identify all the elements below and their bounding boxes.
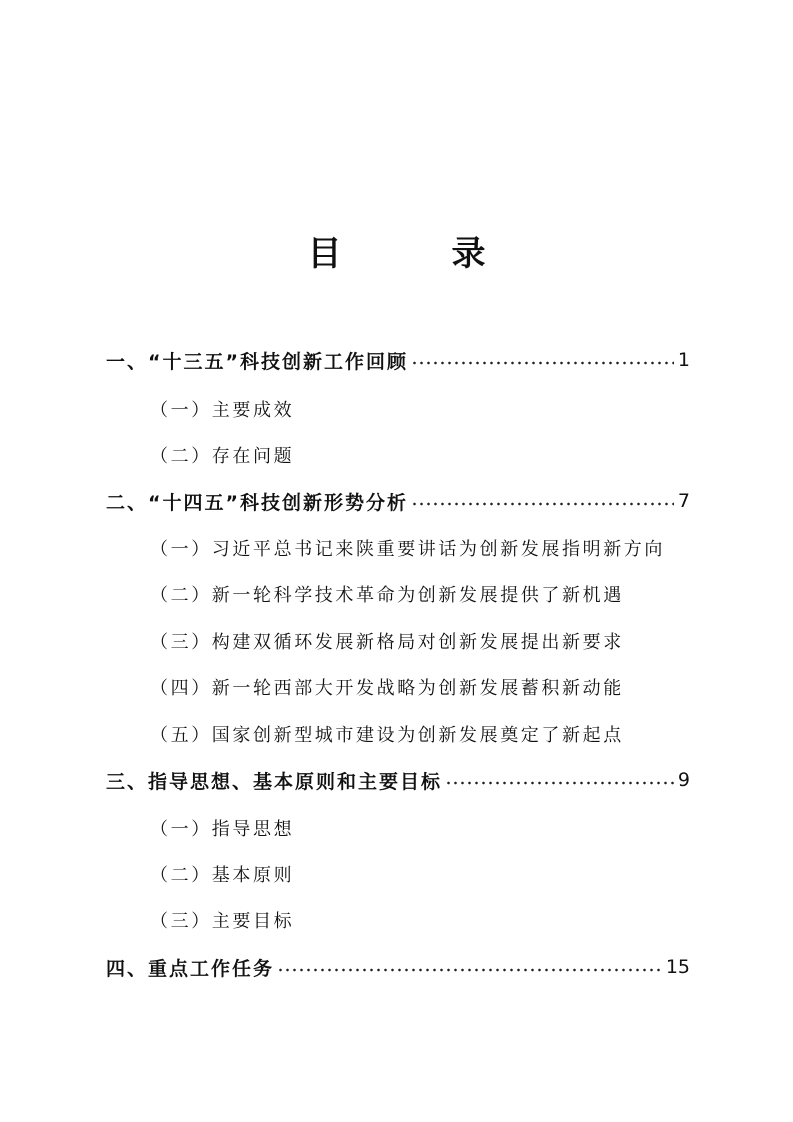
toc-page-number: 7	[677, 490, 690, 512]
toc-entry-3-1[interactable]	[150, 813, 734, 843]
toc-entry-text: 四、重点工作任务	[106, 957, 275, 980]
toc-entry-2-4[interactable]	[150, 672, 734, 702]
toc-entry-3-2[interactable]	[150, 859, 734, 889]
toc-entry-text: 二、“十四五”科技创新形势分析	[106, 491, 408, 514]
toc-entry-text: （一）主要成效	[150, 400, 295, 421]
toc-entry-section-4[interactable]	[106, 952, 690, 982]
toc-entry-text: （一）指导思想	[150, 819, 295, 840]
toc-entry-1-2[interactable]	[150, 440, 734, 470]
toc-entry-section-2[interactable]	[106, 486, 690, 516]
toc-entry-text: （五）国家创新型城市建设为创新发展奠定了新起点	[150, 725, 624, 746]
toc-entry-section-3[interactable]	[106, 765, 690, 795]
page-title: 目 录	[307, 234, 524, 274]
toc-entry-1-1[interactable]	[150, 394, 734, 424]
toc-entry-text: 三、指导思想、基本原则和主要目标	[106, 770, 443, 793]
toc-page-number: 15	[665, 956, 690, 978]
toc-entry-text: （二）新一轮科学技术革命为创新发展提供了新机遇	[150, 585, 624, 606]
dot-leader	[411, 502, 674, 506]
toc-entry-text: 一、“十三五”科技创新工作回顾	[106, 350, 408, 373]
toc-entry-text: （二）存在问题	[150, 446, 295, 467]
toc-page-number: 9	[677, 769, 690, 791]
dot-leader	[445, 781, 674, 785]
toc-entry-text: （二）基本原则	[150, 865, 295, 886]
toc-entry-2-5[interactable]	[150, 719, 734, 749]
toc-entry-2-1[interactable]	[150, 533, 734, 563]
toc-entry-text: （四）新一轮西部大开发战略为创新发展蓄积新动能	[150, 678, 624, 699]
toc-entry-2-2[interactable]	[150, 579, 734, 609]
toc-entry-3-3[interactable]	[150, 905, 734, 935]
toc-entry-text: （三）构建双循环发展新格局对创新发展提出新要求	[150, 632, 624, 653]
toc-entry-text: （三）主要目标	[150, 911, 295, 932]
toc-entry-2-3[interactable]	[150, 626, 734, 656]
dot-leader	[411, 361, 674, 365]
dot-leader	[277, 968, 662, 972]
toc-entry-text: （一）习近平总书记来陕重要讲话为创新发展指明新方向	[150, 539, 665, 560]
toc-page-number: 1	[677, 349, 690, 371]
toc-entry-section-1[interactable]	[106, 345, 690, 375]
